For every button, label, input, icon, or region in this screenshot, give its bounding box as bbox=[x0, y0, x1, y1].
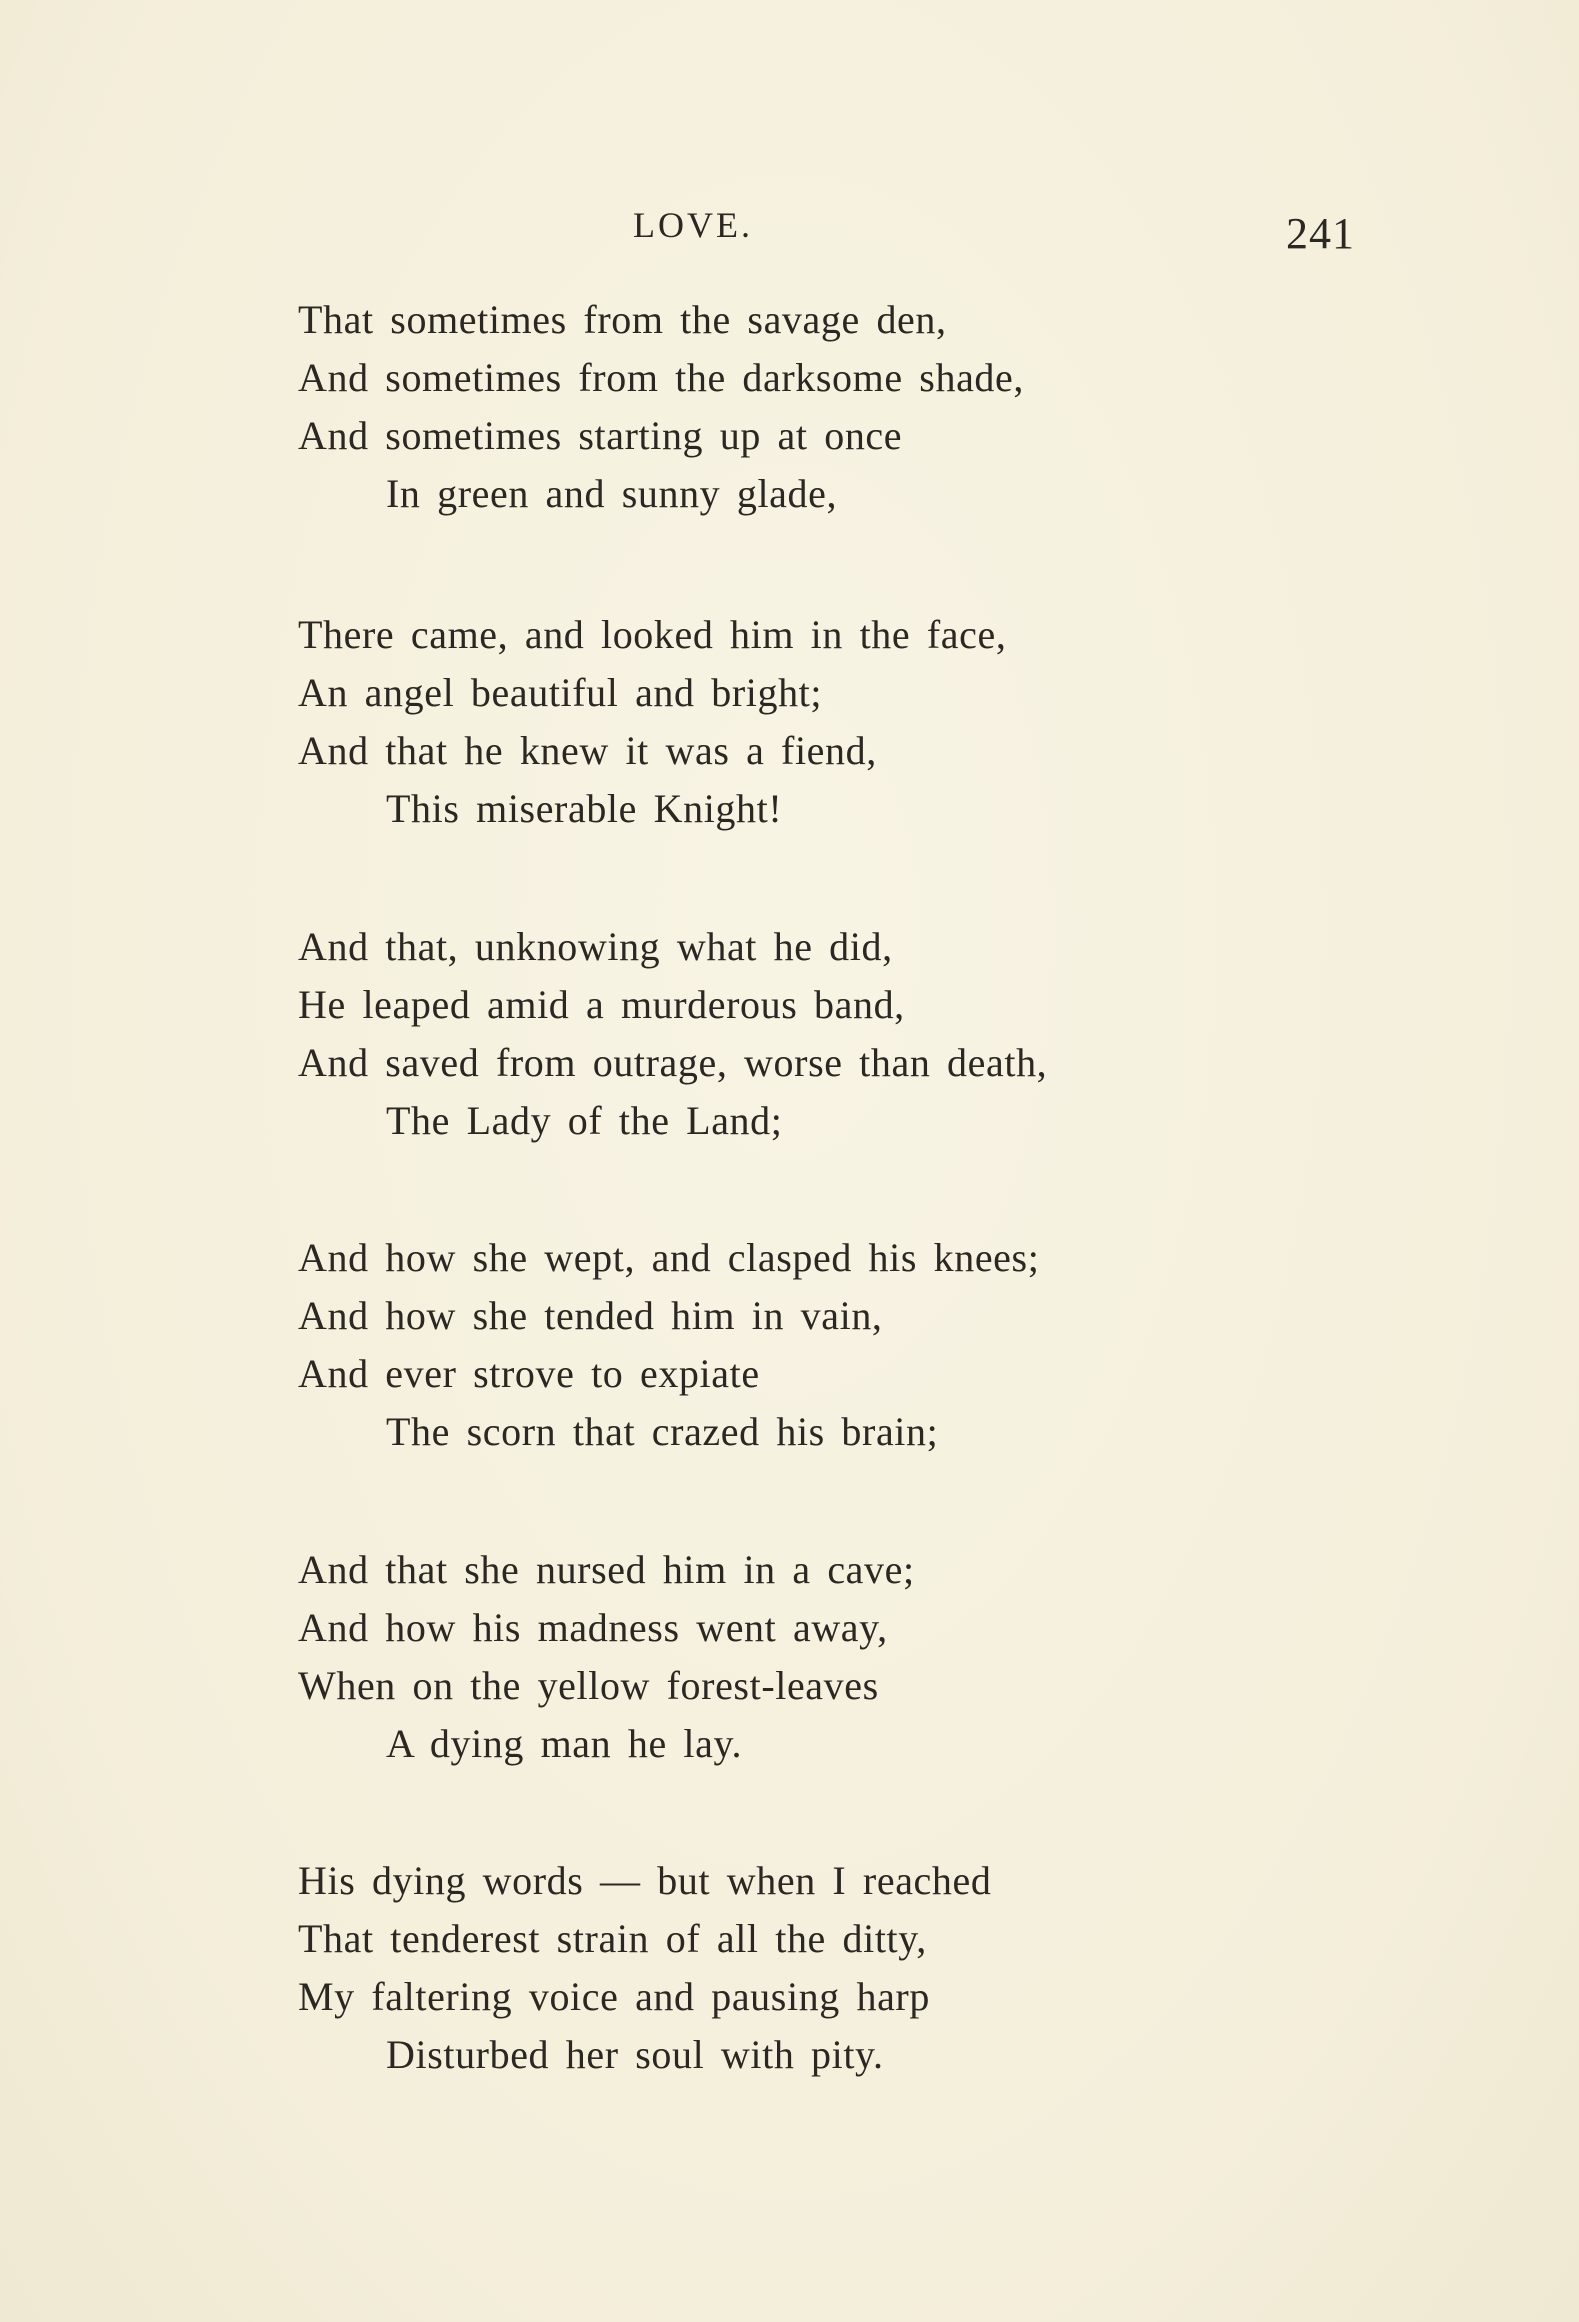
poem-line: The Lady of the Land; bbox=[386, 1098, 783, 1143]
running-head bbox=[0, 204, 1579, 258]
poem-line: And saved from outrage, worse than death, bbox=[298, 1040, 1048, 1085]
poem-line: In green and sunny glade, bbox=[386, 471, 838, 516]
poem-line: And that, unknowing what he did, bbox=[298, 924, 893, 969]
poem-line: This miserable Knight! bbox=[386, 786, 783, 831]
poem-line: The scorn that crazed his brain; bbox=[386, 1409, 939, 1454]
running-head-title: LOVE. bbox=[633, 205, 753, 245]
poem-line: And how his madness went away, bbox=[298, 1605, 888, 1650]
poem-line: And how she tended him in vain, bbox=[298, 1293, 883, 1338]
poem-line: There came, and looked him in the face, bbox=[298, 612, 1007, 657]
poem-line: Disturbed her soul with pity. bbox=[386, 2032, 884, 2077]
poem-line: When on the yellow forest-leaves bbox=[298, 1663, 879, 1708]
poem-line: And that she nursed him in a cave; bbox=[298, 1547, 915, 1592]
poem-line: He leaped amid a murderous band, bbox=[298, 982, 905, 1027]
poem-line: A dying man he lay. bbox=[386, 1721, 743, 1766]
poem-line: And ever strove to expiate bbox=[298, 1351, 760, 1396]
poem-line: My faltering voice and pausing harp bbox=[298, 1974, 930, 2019]
poem-line: His dying words — but when I reached bbox=[298, 1858, 992, 1903]
poem-line: That tenderest strain of all the ditty, bbox=[298, 1916, 927, 1961]
poem-line: That sometimes from the savage den, bbox=[298, 297, 947, 342]
page-number: 241 bbox=[1286, 209, 1355, 258]
poem-line: And that he knew it was a fiend, bbox=[298, 728, 877, 773]
poem-line: An angel beautiful and bright; bbox=[298, 670, 823, 715]
poem-line: And sometimes from the darksome shade, bbox=[298, 355, 1024, 400]
poem-line: And how she wept, and clasped his knees; bbox=[298, 1235, 1040, 1280]
poem-line: And sometimes starting up at once bbox=[298, 413, 903, 458]
